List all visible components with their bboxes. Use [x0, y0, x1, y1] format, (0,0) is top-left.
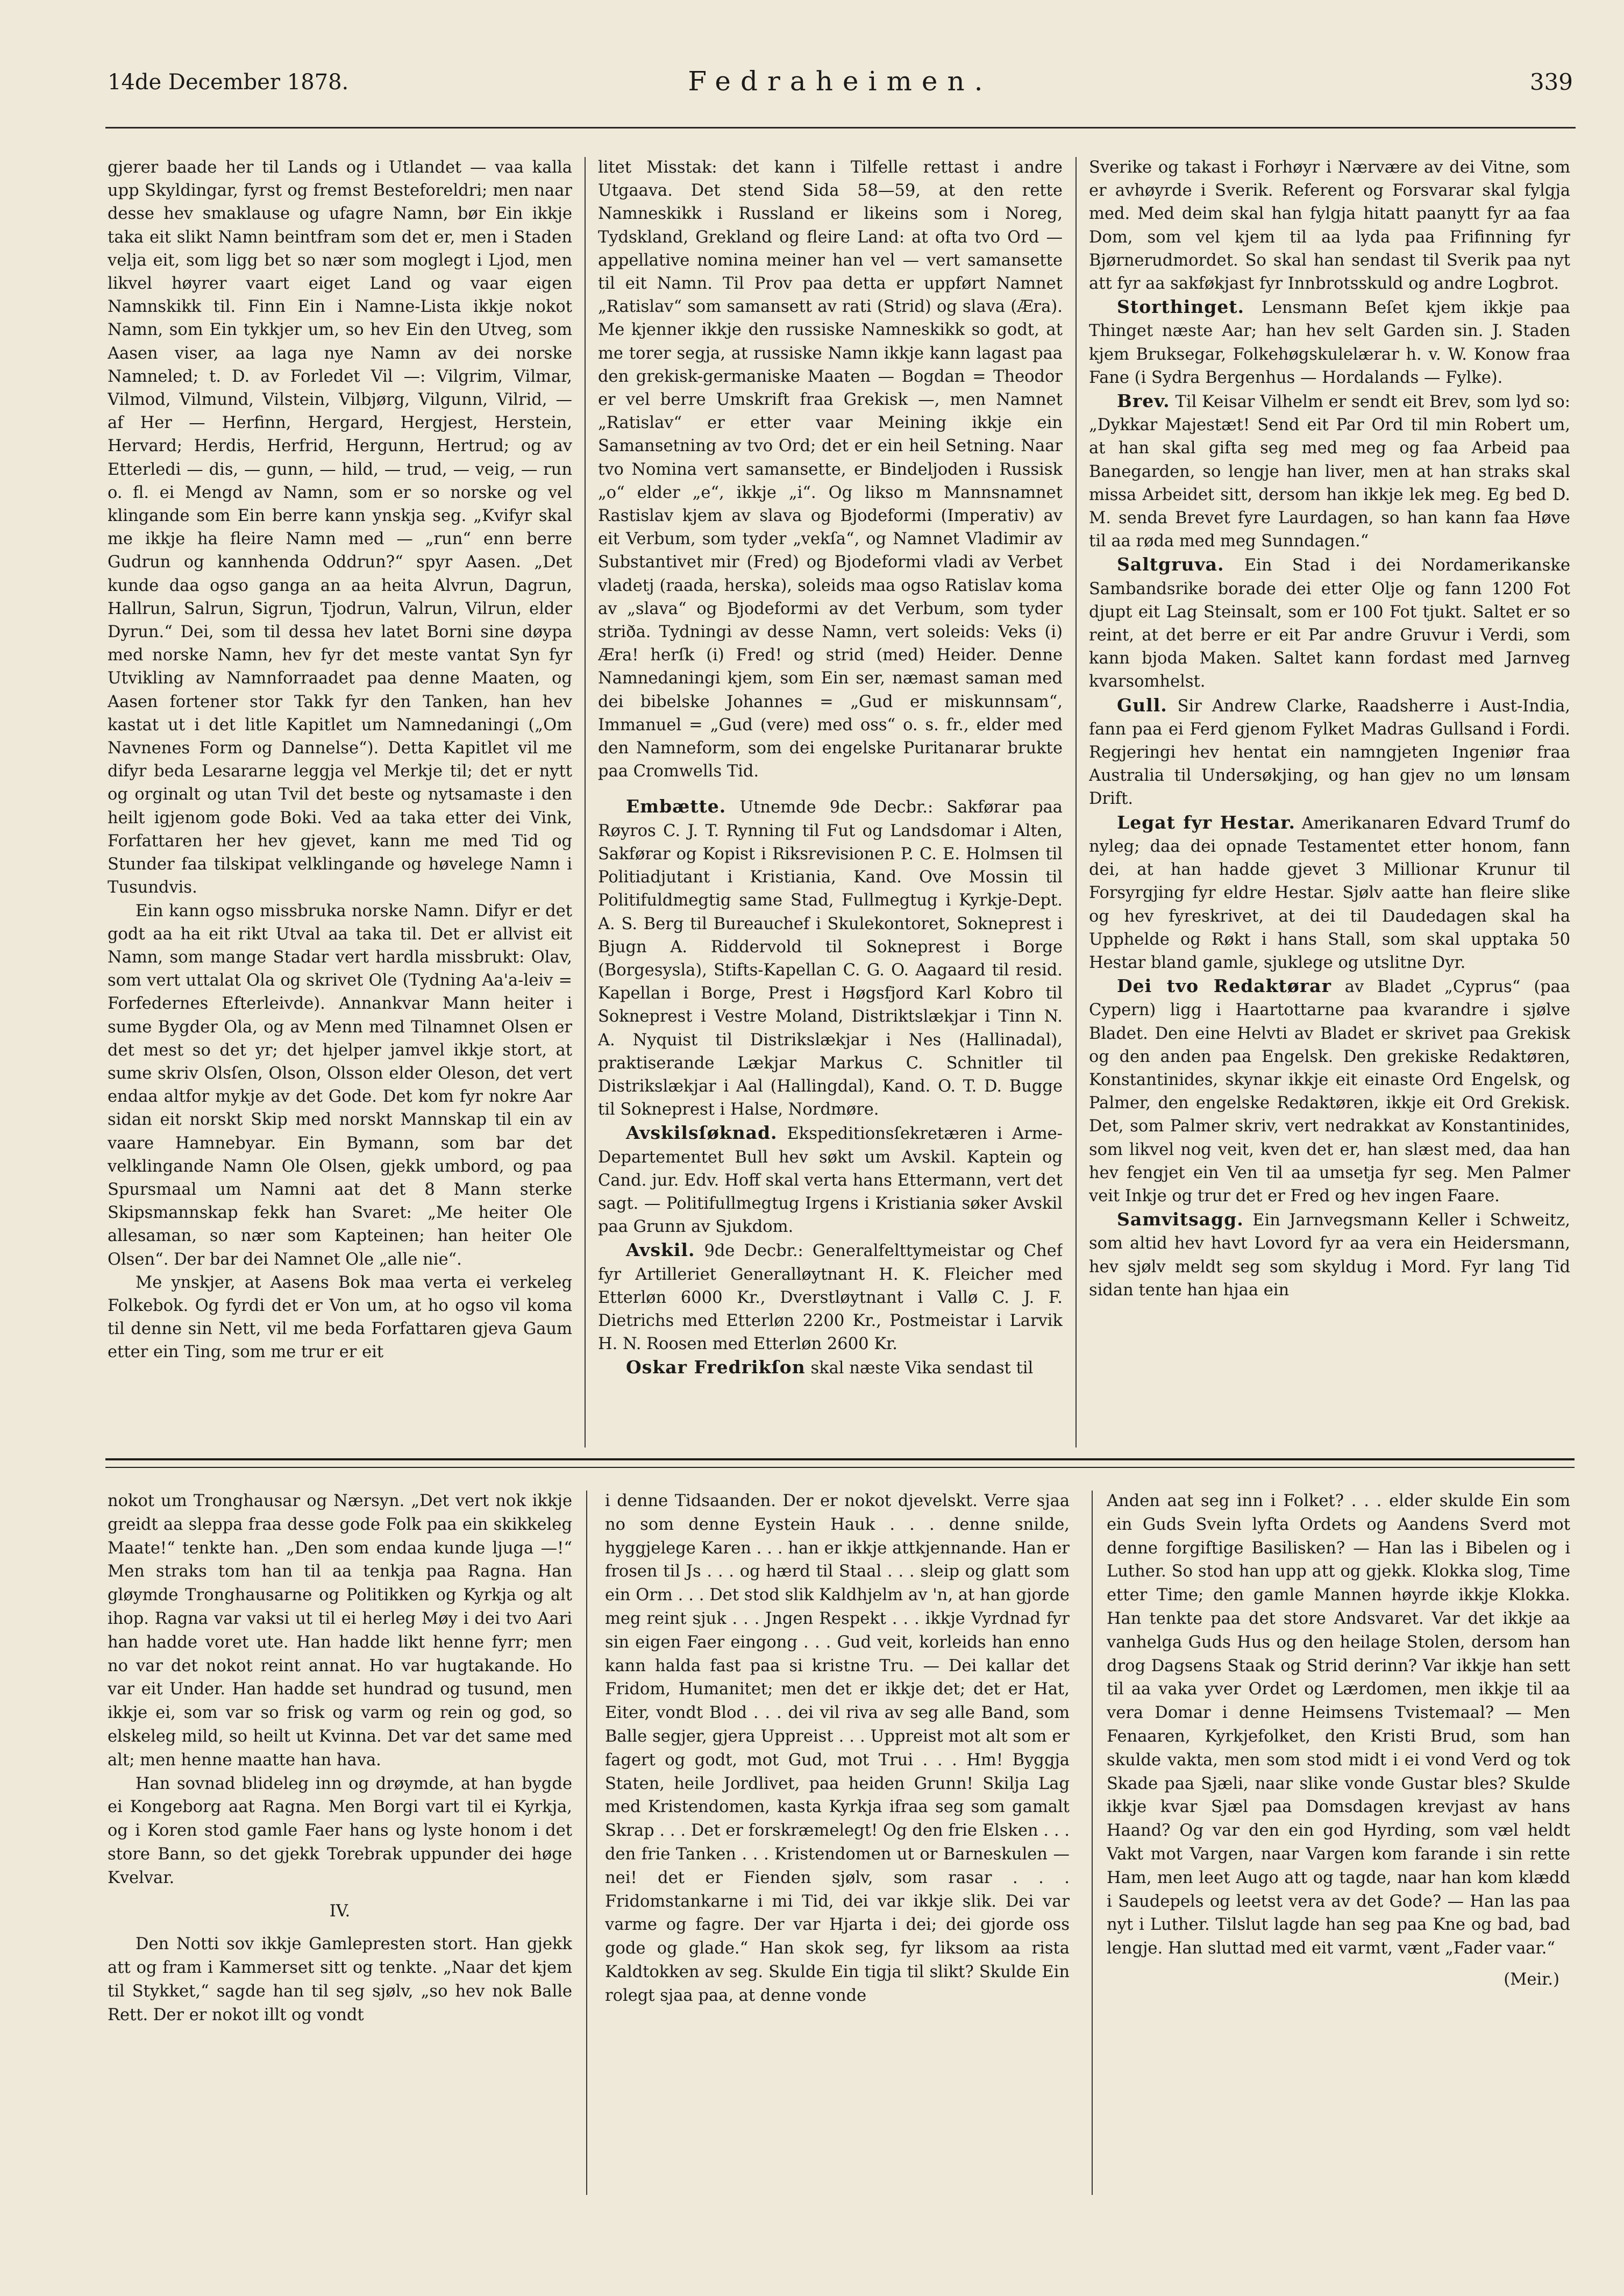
column-divider [1075, 157, 1077, 1448]
header-rule [105, 127, 1576, 129]
section-heading: Oskar Fredrikſon [626, 1357, 806, 1378]
section-heading: Gull. [1117, 694, 1167, 716]
section-heading: Embætte. [626, 796, 726, 817]
news-item-embaette [598, 795, 1063, 1121]
news-text: 9de Decbr.: Generalfelttymeistar og Chef fyr Artilleriet Generalløytnant H. K. Fleicher med Etterløn 6000 Kr., Dverstløytnant i Vallø C. J. F. Dietrichs med Etterløn 2200 Kr., Postmeistar i Larvik H. N. Roosen med Etterløn 2600 Kr. [598, 1242, 1063, 1354]
section-heading: Dei tvo Redaktørar [1117, 975, 1331, 997]
story-paragraph: Den Notti sov ikkje Gamlepresten stort. Han gjekk att og fram i Kammerset sitt og tenkte. „Naar det kjem til Stykket,“ sagde han til seg sjølv, „so hev nok Balle Rett. Der er nokot illt og vondt [108, 1935, 572, 2024]
news-text: Sir Andrew Clarke, Raadsherre i Aust-India, fann paa ei Ferd gjenom Fylket Madras Gullsand i Fordi. Regjeringi hev hentat ein namngjeten Ingeniør fraa Australia til Undersøkjing, og han gjev no um lønsam Drift. [1089, 696, 1570, 809]
section-heading: Avskilsſøknad. [626, 1122, 778, 1144]
news-text: Utnemde 9de Decbr.: Sakførar paa Røyros C. J. T. Rynning til Fut og Landsdomar i Alten, Sakførar og Kopist i Riksrevisionen P. C. E. Holmsen til Politiadjutant i Kristiania, Kand. Ove Mossin til Politifuldmegtig same Stad, Fullmegtug i Kyrkje-Dept. A. S. Berg til Bureauchef i Skulekontoret, Sokneprest i Bjugn A. Riddervold til Sokneprest i Borge (Borgesysla), Stifts-Kapellan C. G. O. Aagaard til resid. Kapellan i Borge, Prest i Høgsfjord Karl Kobro til Sokneprest i Vestre Moland, Distriktslækjar i Tinn N. A. Nyquist til Distrikslækjar i Nes (Hallinadal), praktiserande Lækjar Markus C. Schnitler til Distrikslækjar i Aal (Hallingdal), Kand. O. T. D. Bugge til Sokneprest i Halse, Nordmøre. [598, 798, 1063, 1120]
section-divider-thin [105, 1467, 1575, 1468]
issue-date: 14de December 1878. [108, 70, 349, 95]
section-heading: Legat fyr Hestar. [1117, 811, 1295, 833]
news-text: Ein Jarnvegsmann Keller i Schweitz, som altid hev havt Lovord fyr aa vera ein Heidersmann, hev sjølv meldt seg som skyldug i Mord. Fyr lang Tid sidan tente han hjaa ein [1089, 1211, 1570, 1300]
news-item-oskar [598, 1356, 1063, 1380]
section-heading: Avskil. [626, 1239, 695, 1261]
story-paragraph: Anden aat seg inn i Folket? . . . elder skulde Ein som ein Guds Svein lyfta Ordets og Aandens Sverd mot denne forgiftige Basilisken? — Han las i Bibelen og i Luther. So stod han upp att og gjekk. Klokka slog, Time etter Time; den gamle Mannen høyrde ikkje Klokka. Han tenkte paa det store Andsvaret. Var det ikkje aa vanhelga Guds Hus og den heilage Stolen, dersom han drog Dagsens Staak og Strid derinn? Var ikkje han sett til aa vaka yver Ordet og Lærdomen, men ikkje til aa vera Domar i denne Heimsens Tvistemaal? — Men Fenaaren, Kyrkjefolket, den Kristi Brud, som han skulde vakta, men som stod midt i ei vond Verd og tok Skade paa Sjæli, naar slike vonde Gustar bles? Skulde ikkje kvar Sjæl paa Domsdagen krevjast av hans Haand? Og var den ein god Hyrding, som væl heldt Vakt mot Vargen, naar Vargen kom farande i sin rette Ham, men leet Augo att og tagde, naar han kom klædd i Saudepels og leetst vera av det Gode? — Han las paa nyt i Luther. Tilslut lagde han seg paa Kne og bad, bad lengje. Han sluttad med eit varmt, vænt „Fader vaar.“ [1107, 1492, 1570, 1958]
page-number: 339 [1529, 69, 1573, 95]
news-item-avskil [598, 1238, 1063, 1356]
news-item-samvitsagg [1089, 1208, 1570, 1302]
chapter-number: IV. [329, 1901, 351, 1921]
section-heading: Saltgruva. [1117, 554, 1224, 575]
serial-column-2 [605, 1489, 1070, 2205]
story-paragraph: i denne Tidsaanden. Der er nokot djevelskt. Verre sjaa no som denne Eystein Hauk . . . denne snilde, hyggjelege Karen . . . han er ikkje attkjennande. Han er frosen til Js . . . og hærd til Staal . . . sleip og glatt som ein Orm . . . Det stod slik Kaldhjelm av 'n, at han gjorde meg reint sjuk . . . Jngen Respekt . . . ikkje Vyrdnad fyr sin eigen Faer eingong . . . Gud veit, korleids han enno kann halda fast paa si kristne Tru. — Dei kallar det Fridom, Humanitet; men det er ikkje det; det er Hat, Eiter, vondt Blod . . . dei vil riva av seg alle Band, som Balle segjer, gjera Uppreist . . . Uppreist mot alt som er fagert og godt, mot Gud, mot Trui . . . Hm! Byggja Staten, heile Jordlivet, paa heiden Grunn! Skilja Lag med Kristendomen, kasta Kyrkja ifraa seg som gamalt Skrap . . . Det er forskræmelegt! Og den frie Elsken . . . den frie Tanken . . . Kristendomen ut or Barneskulen — nei! det er Fienden sjølv, som rasar . . . Fridomstankarne i mi Tid, dei var ikkje slik. Dei var varme og fagre. Der var Hjarta i dei; dei gjorde oss gode og glade.“ Han skok seg, fyr liksom aa rista Kaldtokken av seg. Skulde Ein tigja til slikt? Skulde Ein rolegt sjaa paa, at denne vonde [605, 1492, 1070, 2005]
news-text: Lensmann Beſet kjem ikkje paa Thinget næste Aar; han hev selt Garden sin. J. Staden kjem Bruksegar, Folkehøgskulelærar h. v. W. Konow fraa Fane (i Sydra Bergenhus — Hordalands — Fylke). [1089, 298, 1570, 387]
news-text: av Bladet „Cyprus“ (paa Cypern) ligg i Haartottarne paa kvarandre i sjølve Bladet. Den eine Helvti av Bladet er skrivet paa Grekisk og den anden paa Engelsk. Den grekiske Redaktøren, Konstantinides, skynar ikkje eit einaste Ord Engelsk, og Palmer, den engelske Redaktøren, ikkje eit Ord Grekisk. Det, som Palmer skriv, vert nedrakkat av Konstantinides, som likvel nog veit, kven det er, han slæst med, daa han hev fengjet ein Ven til aa umsetja fyr seg. Men Palmer veit Inkje og trur det er Fred og hev ingen Faare. [1089, 978, 1570, 1206]
article-paragraph: Me ynskjer, at Aasens Bok maa verta ei verkeleg Folkebok. Og fyrdi det er Von um, at ho ogso vil koma til denne sin Nett, vil me beda Forfattaren gjeva Gaum etter ein Ting, som me trur er eit [108, 1273, 572, 1362]
section-divider [105, 1458, 1575, 1460]
news-text: skal næste Vika sendast til [810, 1359, 1034, 1378]
serial-column-3 [1107, 1489, 1570, 2205]
news-text: Ein Stad i dei Nordamerikanske Sambandsrike borade dei etter Olje og fann 1200 Fot djupt eit Lag Steinsalt, som er 100 Fot tjukt. Saltet er so reint, at det berre er eit Par andre Gruvur i Verdi, som kann bjoda Maken. Saltet kann fordast med Jarnveg kvarsomhelst. [1089, 556, 1570, 691]
section-heading: Brev. [1117, 390, 1170, 412]
news-item-saltgruva [1089, 553, 1570, 693]
continued-note: (Meir.) [1504, 1970, 1559, 1989]
news-item-redaktorar [1089, 974, 1570, 1208]
column-divider [585, 157, 586, 1448]
news-item-legat [1089, 811, 1570, 974]
section-heading: Storthinget. [1117, 296, 1245, 318]
news-text: Amerikanaren Edvard Trumf do nyleg; daa dei opnade Testamentet etter honom, fann dei, at han hadde gjevet 3 Millionar Krunur til Forsyrgjing fyr eldre Hestar. Sjølv aatte han fleire slike og hev fyreskrivet, at dei til Daudedagen skal ha Upphelde og Røkt i hans Stall, som skal upptaka 50 Hestar bland gamle, sjuklege og utslitne Dyr. [1089, 814, 1570, 972]
news-item-gull [1089, 694, 1570, 811]
article-paragraph: litet Misstak: det kann i Tilfelle rettast i andre Utgaava. Det stend Sida 58—59, at den rette Namneskikk i Russland er likeins som i Noreg, Tydskland, Grekland og fleire Land: at ofta tvo Ord — appellative nomina meiner han vel — vert samansette til eit Namn. Til Prov paa detta er uppført Namnet „Ratislav“ som samansett av rati (Strid) og slava (Æra). Me kjenner ikkje den russiske Namneskikk so godt, at me torer segja, at russiske Namn ikkje kann lagast paa den grekisk-germaniske Maaten — Bogdan = Theodor er vel berre Umskrift fraa Grekisk —, men Namnet „Ratislav“ er etter vaar Meining ikkje ein Samansetning av tvo Ord; det er ein heil Setning. Naar tvo Nomina vert samansette, er Bindeljoden i Russisk „o“ elder „e“, ikkje „i“. Og likso m Mannsnamnet Rastislav kjem av slava og Bjodeformi (Imperativ) av eit Verbum, som tyder „vekſa“, og Namnet Vladimir av Substantivet mir (Fred) og Bjodeformi vladi av Verbet vladetj (raada, herska), soleids maa ogso Ratislav koma av „slava“ og Bjodeformi av det Verbum, som tyder striða. Tydningi av desse Namn, vert soleids: Veks (i) Æra! herſk (i) Fred! og strid (med) Heider. Denne Namnedaningi kjem, som Ein ser, næmast saman med dei bibelske Johannes = „Gud er miskunnsam“, Immanuel = „Gud (vere) med oss“ o. s. fr., elder med den Namneform, som dei engelske Puritanarar brukte paa Cromwells Tid. [598, 158, 1063, 781]
news-item-storthinget [1089, 295, 1570, 389]
article-paragraph: Ein kann ogso missbruka norske Namn. Difyr er det godt aa ha eit rikt Utval aa taka til. Det er allvist eit Namn, som mange Stadar vert hardla missbrukt: Olav, som vert uttalat Ola og skrivet Ole (Tydning Aa'a-leiv = Forfedernes Efterleivde). Annankvar Mann heiter i sume Bygder Ola, og av Menn med Tilnamnet Olsen er det mest so det yr; det hjelper jamvel ikkje stort, at sume skriv Olsſen, Olson, Olsson elder Oleson, det vert endaa altfor mykje av det Gode. Det kom fyr nokre Aar sidan eit norskt Skip med norskt Mannskap til ein av vaare Hamnebyar. Ein Bymann, som bar det velklingande Namn Ole Olsen, gjekk umbord, og paa Spursmaal um Namni aat det 8 Mann sterke Skipsmannskap fekk han Svaret: „Me heiter Ole allesaman, so nær som Kapteinen; han heiter Ole Olsen“. Der bar dei Namnet Ole „alle nie“. [108, 901, 572, 1269]
news-item-avskilssoknad [598, 1121, 1063, 1238]
article-column-2 [598, 156, 1063, 1452]
article-column-1 [108, 156, 572, 1452]
story-paragraph: Han sovnad blideleg inn og drøymde, at han bygde ei Kongeborg aat Ragna. Men Borgi vart til ei Kyrkja, og i Koren stod gamle Faer hans og lyste honom i det store Bann, so det gjekk Torebrak uppunder dei høge Kvelvar. [108, 1774, 572, 1887]
article-paragraph: gjerer baade her til Lands og i Utlandet — vaa kalla upp Skyldingar, fyrst og fremst Besteforeldri; men naar desse hev smaklause og ufagre Namn, bør Ein ikkje taka eit slikt Namn beintfram som det er, men i Staden velja eit, som ligg bet so nær som moglegt i Ljod, men likvel høyrer vaart eiget Land og vaar eigen Namnskikk til. Finn Ein i Namne-Lista ikkje nokot Namn, som Ein tykkjer um, so hev Ein den Utveg, som Aasen viser, aa laga nye Namn av dei norske Namneled; t. D. av Forledet Vil —: Vilgrim, Vilmar, Vilmod, Vilmund, Vilstein, Vilbjørg, Vilgunn, Vilrid, — af Her — Herfinn, Hergard, Hergjest, Herstein, Hervard; Herdis, Herfrid, Hergunn, Hertrud; og av Etterledi — dis, — gunn, — hild, — trud, — veig, — run o. fl. ei Mengd av Namn, som er so norske og vel klingande som Ein berre kann ynskja seg. „Kvifyr skal me ikkje ha fleire Namn med — „run“ enn berre Gudrun og kannhenda Oddrun?“ spyr Aasen. „Det kunde daa ogso ganga an aa heita Alvrun, Dagrun, Hallrun, Salrun, Sigrun, Tjodrun, Valrun, Vilrun, elder Dyrun.“ Dei, som til dessa hev latet Borni sine døypa med norske Namn, hev fyr det meste vantat Syn fyr Utvikling av Namnforraadet paa denne Maaten, og Aasen fortener stor Takk fyr den Tanken, han hev kastat ut i det litle Kapitlet um Namnedaningi („Om Navnenes Form og Dannelse“). Detta Kapitlet vil me difyr beda Lesararne leggja vel Merkje til; det er nytt og orginalt og utan Tvil det beste og nytsamaste i den heilt igjenom gode Boki. Ved aa taka etter dei Vink, Forfattaren her hev gjevet, kann me med Tid og Stunder faa tilskipat velklingande og høvelege Namn i Tusundvis. [108, 158, 572, 897]
page-header [108, 66, 1573, 103]
news-text: Ekspeditionsſekretæren i Arme-Departementet Bull hev søkt um Avskil. Kaptein og Cand. jur. Edv. Hoff skal verta hans Ettermann, vert det sagt. — Politifullmegtug Irgens i Kristiania søker Avskil paa Grunn av Sjukdom. [598, 1124, 1063, 1237]
news-item-brev [1089, 389, 1570, 553]
column-divider [1092, 1491, 1093, 2195]
serial-column-1 [108, 1489, 572, 2205]
article-column-3 [1089, 156, 1570, 1452]
news-text: Til Keisar Vilhelm er sendt eit Brev, som lyd so: „Dykkar Majestæt! Send eit Par Ord til min Robert um, at han skal gifta seg med meg og faa Arbeid paa Banegarden, so lengje han liver, men at han straks skal missa Arbeidet sitt, dersom han ikkje lek meg. Eg bed D. M. senda Brevet fyre Laurdagen, so han kann faa Høve til aa røda med meg Sunndagen.“ [1089, 393, 1570, 551]
section-heading: Samvitsagg. [1117, 1209, 1244, 1230]
story-paragraph: nokot um Tronghausar og Nærsyn. „Det vert nok ikkje greidt aa sleppa fraa desse gode Folk paa ein skikkeleg Maate!“ tenkte han. „Den som endaa kunde ljuga —!“ Men straks tom han til aa tenkja paa Ragna. Han gløymde Tronghausarne og Politikken og Kyrkja og alt ihop. Ragna var vaksi ut til ei herleg Møy i dei tvo Aari han hadde voret ute. Han hadde likt henne fyrr; men no var det nokot reint annat. Ho var hugtakande. Ho var eit Under. Han hadde set hundrad og tusund, men ikkje ei, som var so frisk og varm og rein og god, so elskeleg mild, so heilt ut Kvinna. Det var det same med alt; men henne maatte han hava. [108, 1492, 572, 1770]
newspaper-title: Fedraheimen. [688, 66, 993, 97]
column-divider [586, 1491, 587, 2195]
article-paragraph: Sverike og takast i Forhøyr i Nærvære av dei Vitne, som er avhøyrde i Sverik. Referent og Forsvarar skal fylgja med. Med deim skal han fylgja hitatt paanytt fyr aa faa Dom, som vel kjem til aa lyda paa Frifinning fyr Bjørnerudmordet. So skal han sendast til Sverik paa nyt att fyr aa sakføkjast fyr Innbrotsskuld og andre Logbrot. [1089, 158, 1570, 294]
